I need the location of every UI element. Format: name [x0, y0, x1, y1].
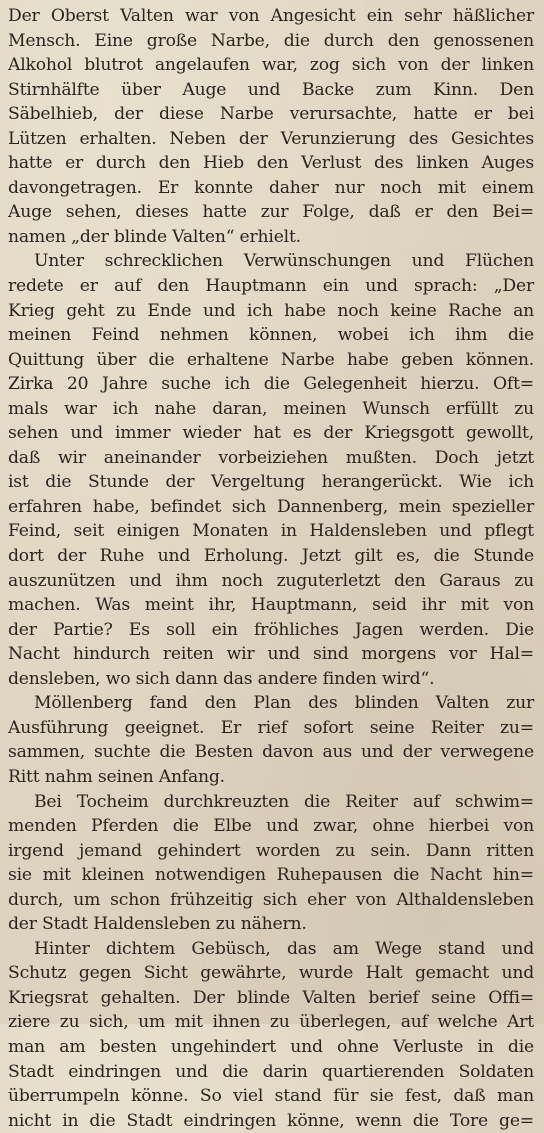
text-line: menden Pferden die Elbe und zwar, ohne hierbei von	[8, 816, 534, 837]
text-line: der Stadt Haldensleben zu nähern.	[8, 914, 307, 935]
text-line: Krieg geht zu Ende und ich habe noch keine Rache an	[8, 300, 534, 321]
text-line: sammen, suchte die Besten davon aus und der verwegene	[8, 742, 534, 763]
paragraph	[8, 790, 534, 937]
text-line: densleben, wo sich dann das andere finden wird“.	[8, 668, 435, 689]
text-line: Möllenberg fand den Plan des blinden Valten zur	[34, 693, 534, 714]
text-line: machen. Was meint ihr, Hauptmann, seid ihr mit von	[8, 595, 534, 616]
text-line: Stirnhälfte über Auge und Backe zum Kinn. Den	[8, 79, 534, 100]
text-line: sie mit kleinen notwendigen Ruhepausen die Nacht hin=	[8, 865, 534, 886]
text-line: sehen und immer wieder hat es der Kriegsgott gewollt,	[8, 423, 534, 444]
text-line: hatte er durch den Hieb den Verlust des linken Auges	[8, 153, 534, 174]
text-line: erfahren habe, befindet sich Dannenberg, mein spezieller	[8, 496, 534, 517]
text-line: Auge sehen, dieses hatte zur Folge, daß er den Bei=	[8, 202, 534, 223]
text-line: mals war ich nahe daran, meinen Wunsch erfüllt zu	[8, 398, 534, 419]
paragraph	[8, 691, 534, 789]
paragraph	[8, 4, 534, 249]
text-line: ziere zu sich, um mit ihnen zu überlegen, auf welche Art	[8, 1012, 534, 1033]
text-line: Stadt eindringen und die darin quartierenden Soldaten	[8, 1061, 534, 1082]
text-line: Der Oberst Valten war von Angesicht ein sehr häßlicher	[8, 6, 534, 26]
text-line: irgend jemand gehindert worden zu sein. Dann ritten	[8, 840, 534, 861]
text-line: Kriegsrat gehalten. Der blinde Valten berief seine Offi=	[8, 987, 534, 1008]
text-line: dort der Ruhe und Erholung. Jetzt gilt es, die Stunde	[8, 546, 534, 567]
text-line: Quittung über die erhaltene Narbe habe geben können.	[8, 349, 534, 370]
text-line: Hinter dichtem Gebüsch, das am Wege stand und	[34, 938, 534, 959]
text-line: der Partie? Es soll ein fröhliches Jagen werden. Die	[8, 619, 534, 640]
text-line: nicht in die Stadt eindringen könne, wenn die Tore ge=	[8, 1110, 534, 1131]
text-line: Säbelhieb, der diese Narbe verursachte, hatte er bei	[8, 104, 534, 125]
text-line: Alkohol blutrot angelaufen war, zog sich von der linken	[8, 55, 534, 76]
text-line: davongetragen. Er konnte daher nur noch mit einem	[8, 177, 534, 198]
text-line: auszunützen und ihm noch zuguterletzt den Garaus zu	[8, 570, 534, 591]
text-line: Ritt nahm seinen Anfang.	[8, 766, 225, 787]
text-line: namen „der blinde Valten“ erhielt.	[8, 226, 301, 247]
paragraph	[8, 249, 534, 691]
text-line: überrumpeln könne. So viel stand für sie fest, daß man	[8, 1086, 534, 1107]
text-line: Zirka 20 Jahre suche ich die Gelegenheit hierzu. Oft=	[8, 374, 534, 395]
text-line: Schutz gegen Sicht gewährte, wurde Halt gemacht und	[8, 963, 534, 984]
text-line: Lützen erhalten. Neben der Verunzierung des Gesichtes	[8, 128, 534, 149]
text-line: Nacht hindurch reiten wir und sind morgens vor Hal=	[8, 644, 534, 665]
text-line: Bei Tocheim durchkreuzten die Reiter auf schwim=	[34, 791, 534, 812]
text-line: daß wir aneinander vorbeiziehen mußten. Doch jetzt	[8, 447, 534, 468]
text-line: man am besten ungehindert und ohne Verluste in die	[8, 1036, 534, 1057]
text-line: ist die Stunde der Vergeltung herangerückt. Wie ich	[8, 472, 534, 493]
paragraph	[8, 937, 534, 1133]
text-line: Ausführung geeignet. Er rief sofort seine Reiter zu=	[8, 717, 534, 738]
text-line: Mensch. Eine große Narbe, die durch den genossenen	[8, 30, 534, 51]
text-line: Feind, seit einigen Monaten in Haldensleben und pflegt	[8, 521, 534, 542]
text-line: durch, um schon frühzeitig sich eher von Althaldensleben	[8, 889, 534, 910]
text-line: redete er auf den Hauptmann ein und sprach: „Der	[8, 276, 534, 297]
text-line: meinen Feind nehmen können, wobei ich ihm die	[8, 325, 534, 346]
text-line: Unter schrecklichen Verwünschungen und Flüchen	[34, 251, 534, 272]
